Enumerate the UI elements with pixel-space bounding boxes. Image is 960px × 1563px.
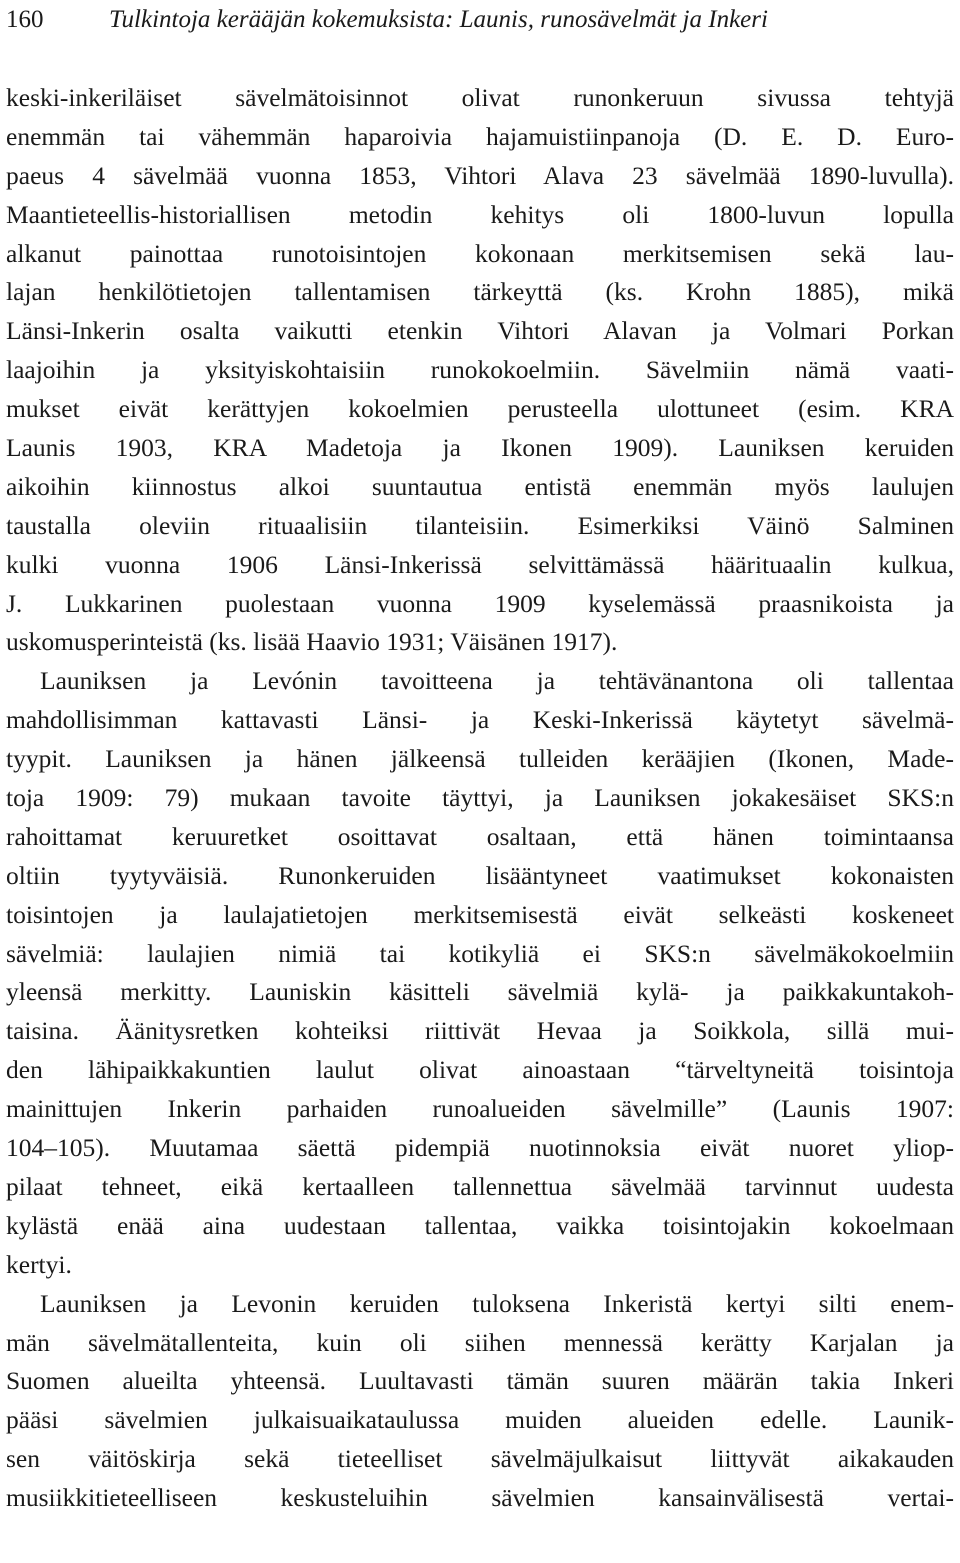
text-line: 104–105). Muutamaa säettä pidempiä nuotinnoksia eivät nuoret yliop- (6, 1133, 954, 1163)
body-text (6, 79, 954, 1518)
text-line: lajan henkilötietojen tallentamisen tärkeyttä (ks. Krohn 1885), mikä (6, 277, 954, 307)
text-line: keski-inkeriläiset sävelmätoisinnot olivat runonkeruun sivussa tehtyjä (6, 83, 954, 112)
text-line: kylästä enää aina uudestaan tallentaa, vaikka toisintojakin kokoelmaan (6, 1210, 954, 1240)
text-line: kulki vuonna 1906 Länsi-Inkerissä selvittämässä häärituaalin kulkua, (6, 549, 954, 579)
text-line: laajoihin ja yksityiskohtaisiin runokokoelmiin. Sävelmiin nämä vaati- (6, 355, 954, 385)
text-line: män sävelmätallenteita, kuin oli siihen mennessä kerätty Karjalan ja (6, 1327, 954, 1357)
text-line: pääsi sävelmien julkaisuaikataulussa muiden alueiden edelle. Launik- (6, 1405, 954, 1435)
text-line: mainittujen Inkerin parhaiden runoalueiden sävelmille” (Launis 1907: (6, 1094, 954, 1124)
text-line: alkanut painottaa runotoisintojen kokonaan merkitsemisen sekä lau- (6, 238, 954, 268)
text-line: musiikkitieteelliseen keskusteluihin sävelmien kansainvälisestä vertai- (6, 1483, 954, 1513)
text-line: pilaat tehneet, eikä kertaalleen tallennettua sävelmää tarvinnut uudesta (6, 1171, 954, 1201)
text-line: rahoittamat keruuretket osoittavat osaltaan, että hänen toimintaansa (6, 821, 954, 851)
text-line: sen väitöskirja sekä tieteelliset sävelmäjulkaisut liittyvät aikakauden (6, 1444, 954, 1474)
text-line: aikoihin kiinnostus alkoi suuntautua entistä enemmän myös laulujen (6, 471, 954, 501)
text-line: oltiin tyytyväisiä. Runonkeruiden lisääntyneet vaatimukset kokonaisten (6, 860, 954, 890)
text-line: Maantieteellis-historiallisen metodin kehitys oli 1800-luvun lopulla (6, 199, 954, 229)
text-line: sävelmiä: laulajien nimiä tai kotikyliä ei SKS:n sävelmäkokoelmiin (6, 938, 954, 968)
text-line: Launiksen ja Levónin tavoitteena ja tehtävänantona oli tallentaa (40, 666, 954, 696)
text-line: Länsi-Inkerin osalta vaikutti etenkin Vihtori Alavan ja Volmari Porkan (6, 316, 954, 346)
running-title: Tulkintoja kerääjän kokemuksista: Launis, runosävelmät ja Inkeri (109, 6, 768, 33)
page-number: 160 (6, 6, 44, 33)
text-line: mahdollisimman kattavasti Länsi- ja Keski-Inkerissä käytetyt sävelmä- (6, 705, 954, 735)
text-line: Suomen alueilta yhteensä. Luultavasti tämän suuren määrän takia Inkeri (6, 1366, 954, 1396)
text-line: mukset eivät kerättyjen kokoelmien perusteella ulottuneet (esim. KRA (6, 394, 954, 424)
text-line: toisintojen ja laulajatietojen merkitsemisestä eivät selkeästi koskeneet (6, 899, 954, 929)
text-line: yleensä merkitty. Launiskin käsitteli sävelmiä kylä- ja paikkakuntakoh- (6, 977, 954, 1007)
text-line: den lähipaikkakuntien laulut olivat ainoastaan “tärveltyneitä toisintoja (6, 1055, 954, 1085)
page-header (6, 2, 954, 38)
text-line: toja 1909: 79) mukaan tavoite täyttyi, ja Launiksen jokakesäiset SKS:n (6, 783, 954, 813)
text-line: J. Lukkarinen puolestaan vuonna 1909 kyselemässä praasnikoista ja (6, 588, 954, 618)
text-line: Launiksen ja Levonin keruiden tuloksena Inkeristä kertyi silti enem- (40, 1288, 954, 1318)
text-line: enemmän tai vähemmän haparoivia hajamuistiinpanoja (D. E. D. Euro- (6, 121, 954, 151)
text-line: paeus 4 sävelmää vuonna 1853, Vihtori Alava 23 sävelmää 1890-luvulla). (6, 160, 954, 190)
text-line: kertyi. (6, 1249, 72, 1279)
text-line: taisina. Äänitysretken kohteiksi riittivät Hevaa ja Soikkola, sillä mui- (6, 1016, 954, 1046)
text-line: Launis 1903, KRA Madetoja ja Ikonen 1909). Launiksen keruiden (6, 433, 954, 463)
text-line: tyypit. Launiksen ja hänen jälkeensä tulleiden kerääjien (Ikonen, Made- (6, 744, 954, 774)
text-line: taustalla oleviin rituaalisiin tilanteisiin. Esimerkiksi Väinö Salminen (6, 510, 954, 540)
text-line: uskomusperinteistä (ks. lisää Haavio 1931; Väisänen 1917). (6, 627, 618, 657)
